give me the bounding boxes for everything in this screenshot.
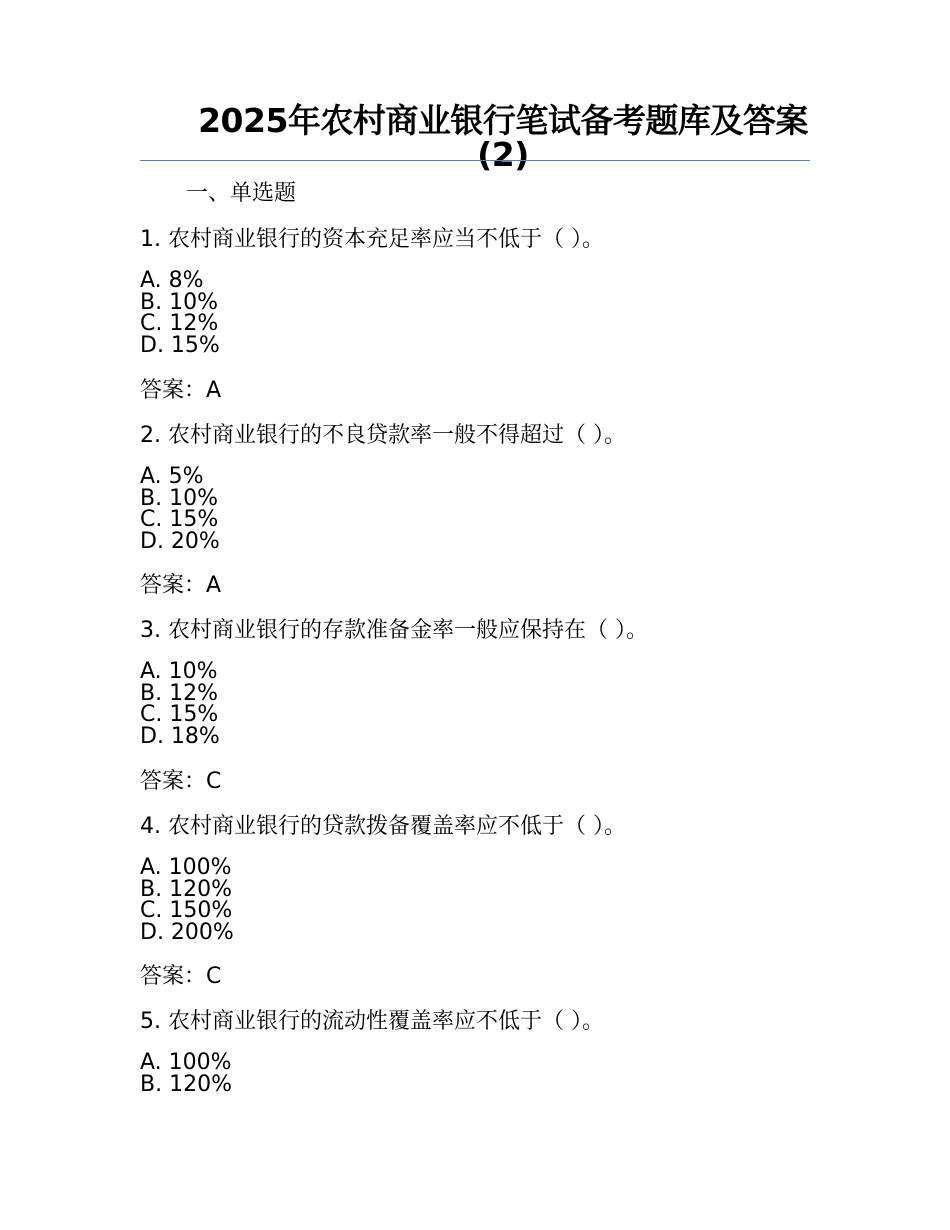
- answer-2: 答案：A: [140, 573, 222, 598]
- question-stem-4: 4. 农村商业银行的贷款拨备覆盖率应不低于（ ）。: [140, 814, 626, 839]
- question-stem-2: 2. 农村商业银行的不良贷款率一般不得超过（ ）。: [140, 423, 626, 448]
- option-b: B. 120%: [140, 876, 232, 902]
- option-c: C. 15%: [140, 507, 219, 533]
- option-d: D. 200%: [140, 920, 234, 946]
- title-block: [140, 101, 810, 174]
- option-a: A. 100%: [140, 1050, 232, 1075]
- question-stem-1: 1. 农村商业银行的资本充足率应当不低于（ ）。: [140, 227, 604, 252]
- option-d: D. 20%: [140, 529, 220, 555]
- question-options-4: [140, 857, 234, 944]
- page-title: 2025年农村商业银行笔试备考题库及答案(2): [198, 101, 808, 174]
- question-options-1: [140, 270, 220, 357]
- option-c: C. 15%: [140, 702, 219, 728]
- option-d: D. 18%: [140, 724, 220, 750]
- option-b: B. 12%: [140, 680, 218, 706]
- title-underline: [140, 160, 810, 161]
- option-b: B. 120%: [140, 1071, 232, 1097]
- answer-3: 答案：C: [140, 769, 222, 794]
- answer-4: 答案：C: [140, 964, 222, 989]
- option-c: C. 12%: [140, 311, 219, 337]
- question-options-2: [140, 466, 220, 553]
- question-options-5: [140, 1052, 232, 1095]
- option-b: B. 10%: [140, 289, 218, 315]
- answer-1: 答案：A: [140, 378, 222, 403]
- option-d: D. 15%: [140, 333, 220, 359]
- option-a: A. 5%: [140, 464, 204, 489]
- option-a: A. 100%: [140, 855, 232, 880]
- question-options-3: [140, 661, 220, 748]
- option-b: B. 10%: [140, 485, 218, 511]
- section-heading: 一、单选题: [186, 181, 297, 206]
- question-stem-5: 5. 农村商业银行的流动性覆盖率应不低于（ ）。: [140, 1009, 604, 1034]
- option-a: A. 10%: [140, 659, 218, 684]
- question-stem-3: 3. 农村商业银行的存款准备金率一般应保持在（ ）。: [140, 618, 648, 643]
- option-a: A. 8%: [140, 268, 204, 293]
- option-c: C. 150%: [140, 898, 233, 924]
